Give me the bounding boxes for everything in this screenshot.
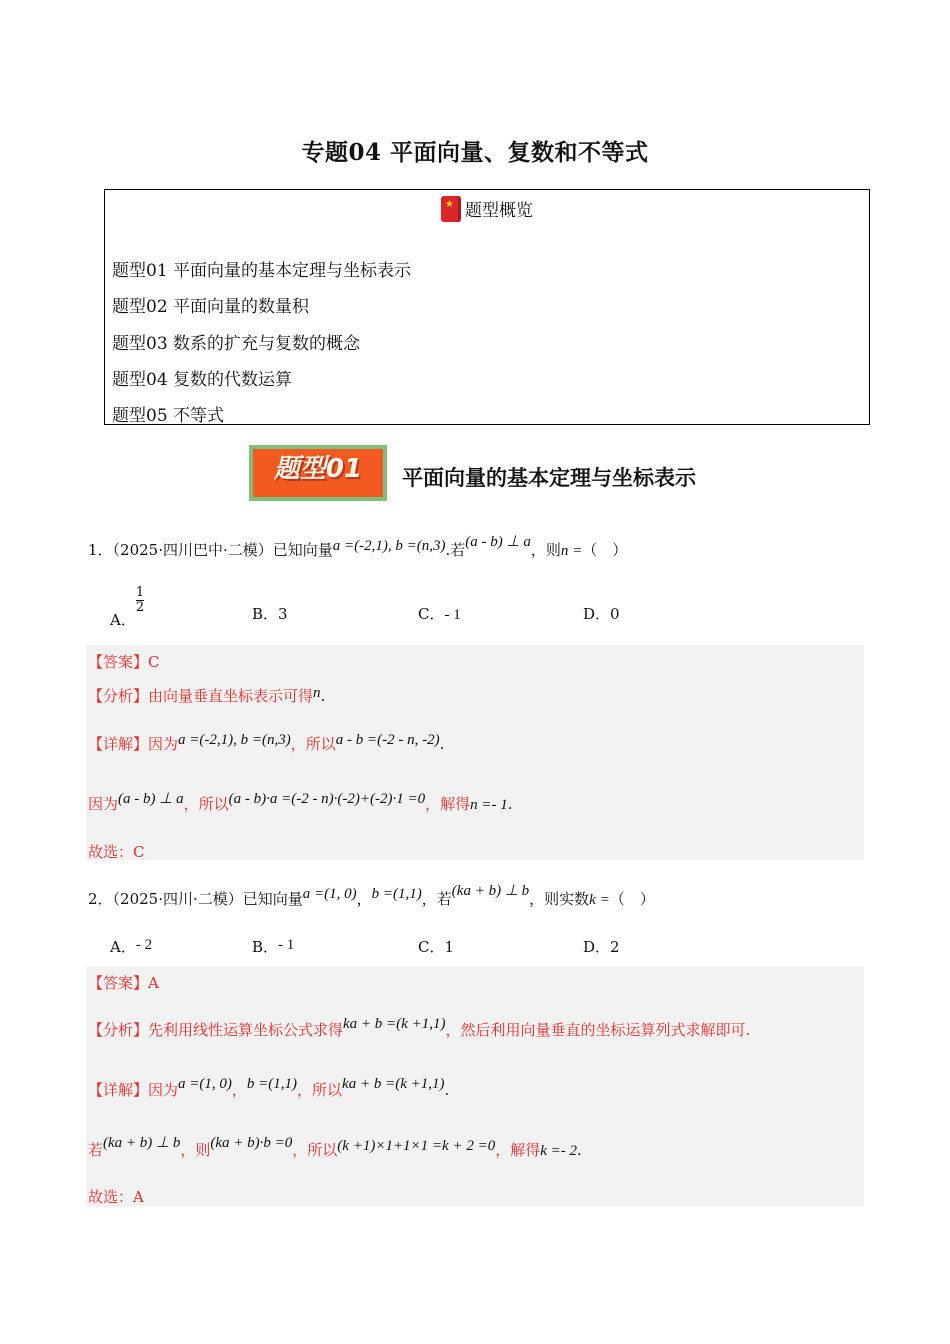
q1-detail2-prefix: 因为 [88,795,119,813]
q1-detail-line1 [88,733,444,754]
q2-analysis-suffix: ，然后利用向量垂直的坐标运算列式求解即可. [445,1021,751,1039]
q1-analysis-prefix: 【分析】由向量垂直坐标表示可得 [88,687,314,705]
q2-detail2-end: . [577,1141,582,1159]
q2-detail2-math2: (ka + b)·b =0 [210,1135,293,1151]
q2-analysis-math: ka + b =(k +1,1) [343,1016,446,1032]
q2-detail2-math1: (ka + b) ⊥ b [103,1135,181,1151]
q2-detail2-math3: (k +1)×1+1×1 =k + 2 =0 [337,1138,496,1154]
overview-item-2[interactable]: 题型02 平面向量的数量积 [112,297,310,317]
q1-math-n: n = [560,543,583,559]
section-badge [249,445,387,501]
q1-option-c[interactable] [418,603,461,624]
book-icon [441,196,461,222]
q2-option-b[interactable] [252,936,294,957]
q1-option-a[interactable] [110,585,145,630]
q1-detail1-mid: ，所以 [290,735,336,753]
q1-stem-end: （ ） [582,541,628,559]
page-title: 专题04 平面向量、复数和不等式 [301,139,649,166]
q2-option-a-value: - 2 [135,937,153,953]
q2-stem-sep1: ， [356,890,372,908]
q1-detail1-prefix: 【详解】因为 [88,735,179,753]
q2-detail1-math3: ka + b =(k +1,1) [342,1076,445,1092]
q1-option-a-fraction [136,586,144,615]
q2-analysis [88,1016,751,1040]
q1-option-a-denominator: 2 [135,600,145,615]
q1-detail2-mid: ，所以 [183,795,229,813]
q2-detail1-math1: a =(1, 0) [178,1076,232,1092]
q2-option-b-value: - 1 [278,937,295,953]
q1-detail2-mid2: ，解得 [425,795,471,813]
q2-detail1-sep: ， [231,1081,247,1099]
q2-stem-end: （ ） [609,890,655,908]
q2-detail1-mid: ，所以 [297,1081,343,1099]
overview-item-1[interactable]: 题型01 平面向量的基本定理与坐标表示 [112,261,412,281]
q1-detail2-end: . [507,795,513,813]
q1-analysis-suffix: . [320,687,326,705]
overview-item-3[interactable]: 题型03 数系的扩充与复数的概念 [112,334,361,354]
q1-stem-suffix: ，则 [530,541,561,559]
q1-option-a-label: A． [110,611,136,629]
q1-detail2-math1: (a - b) ⊥ a [118,791,184,807]
q1-option-d[interactable]: D．0 [583,605,620,623]
q1-detail-line2 [88,793,513,814]
question-2-stem [88,883,655,909]
q2-detail2-mid2: ，所以 [292,1141,338,1159]
q2-analysis-prefix: 【分析】先利用线性运算坐标公式求得 [88,1021,344,1039]
q1-detail1-math1: a =(-2,1), b =(n,3) [178,732,291,748]
q1-option-c-value: - 1 [444,607,461,623]
q1-analysis-math: n [313,685,321,701]
section-badge-text: 题型01 [253,449,383,497]
q2-detail2-math4: k =- 2 [540,1143,578,1159]
q2-detail1-end: . [444,1081,450,1099]
q1-option-a-numerator: 1 [135,585,145,600]
overview-box [104,189,870,425]
q2-detail2-mid: ，则 [180,1141,211,1159]
q2-detail-line1 [88,1076,450,1100]
q1-detail1-end: . [439,735,445,753]
q2-option-a[interactable] [110,936,152,957]
q1-detail1-math2: a - b =(-2 - n, -2) [335,732,440,748]
q1-stem-mid: .若 [445,541,466,559]
q2-option-b-label: B． [252,938,279,956]
q2-choice: 故选：A [88,1188,144,1206]
q1-detail2-math2: (a - b)·a =(-2 - n)·(-2)+(-2)·1 =0 [228,791,426,807]
q2-option-d[interactable]: D．2 [583,938,620,956]
overview-item-5[interactable]: 题型05 不等式 [112,406,225,426]
q1-answer: 【答案】C [88,653,160,671]
q2-math-b: b =(1,1) [371,886,422,902]
q1-math-perp: (a - b) ⊥ a [465,534,531,550]
overview-item-4[interactable]: 题型04 复数的代数运算 [112,370,293,390]
overview-heading-text: 题型概览 [465,201,533,221]
q1-math-vectors: a =(-2,1), b =(n,3) [332,538,446,554]
q2-detail2-prefix: 若 [88,1141,104,1159]
q2-option-c[interactable]: C．1 [418,938,455,956]
q1-detail2-math3: n =- 1 [470,797,508,813]
q1-choice: 故选：C [88,843,145,861]
q1-option-c-label: C． [418,605,445,623]
q1-option-b[interactable]: B．3 [252,605,288,623]
section-title: 平面向量的基本定理与坐标表示 [402,465,696,490]
q2-detail1-math2: b =(1,1) [246,1076,298,1092]
q2-option-a-label: A． [110,938,136,956]
q2-stem-prefix: 2．（2025·四川·二模）已知向量 [88,890,303,908]
q2-math-a: a =(1, 0) [302,886,357,902]
q2-answer: 【答案】A [88,974,159,992]
q2-math-k: k = [589,892,610,908]
q1-stem-prefix: 1．（2025·四川巴中·二模）已知向量 [88,541,333,559]
q1-analysis [88,685,325,706]
q2-stem-suffix: ，则实数 [529,890,590,908]
question-1-stem [88,534,628,560]
q2-stem-sep2: ，若 [421,890,452,908]
q2-detail1-prefix: 【详解】因为 [88,1081,179,1099]
q2-detail2-mid3: ，解得 [495,1141,541,1159]
overview-heading [105,196,869,222]
q2-math-perp: (ka + b) ⊥ b [451,883,530,899]
q2-detail-line2 [88,1135,582,1160]
